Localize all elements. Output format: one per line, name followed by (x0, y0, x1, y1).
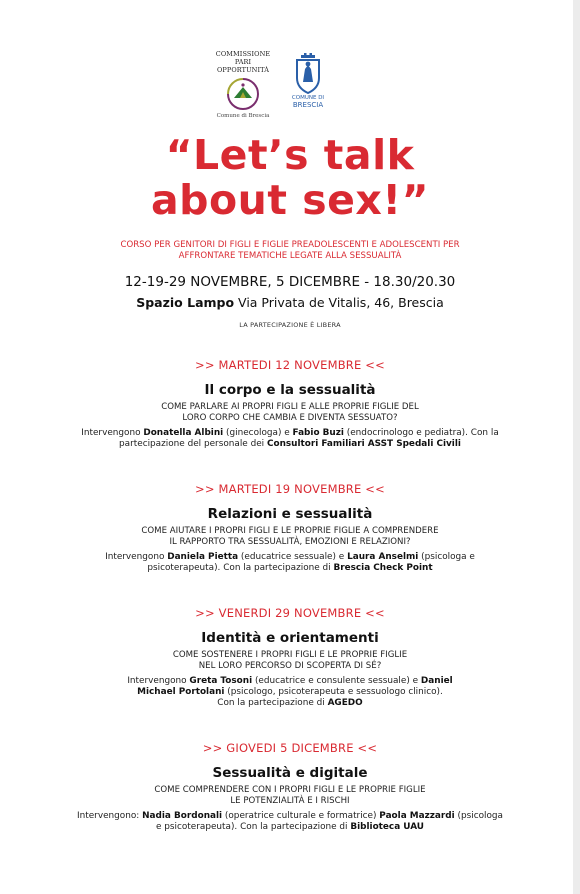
question-line: LE POTENZIALITÀ E I RISCHI (230, 796, 350, 806)
question-line: COME SOSTENERE I PROPRI FIGLI E LE PROPRIE FIGLIE (172, 650, 408, 660)
speaker-name: Michael Portolani (137, 687, 225, 697)
venue-address: Via Privata de Vitalis, 46, Brescia (234, 295, 444, 310)
session-day: >> MARTEDI 12 NOVEMBRE << (195, 358, 385, 372)
event-subtitle-line2: AFFRONTARE TEMATICHE LEGATE ALLA SESSUALITÀ (178, 251, 402, 261)
brescia-logo-line1: COMUNE DI (291, 95, 325, 101)
logos-row (0, 50, 580, 122)
question-line: COME AIUTARE I PROPRI FIGLI E LE PROPRIE FIGLIE A COMPRENDERE (141, 526, 439, 536)
session-question (0, 650, 580, 672)
speaker-name: Nadia Bordonali (142, 811, 223, 821)
cpo-logo-line2: PARI OPPORTUNITÀ (216, 58, 270, 74)
brescia-logo (286, 52, 330, 109)
session-1 (0, 358, 580, 450)
speakers-line (0, 439, 580, 450)
speaker-name: Fabio Buzi (292, 428, 344, 438)
text: (psicologa e (418, 552, 475, 562)
session-speakers (0, 676, 580, 709)
session-title: Identità e orientamenti (201, 630, 379, 646)
partner-name: Biblioteca UAU (350, 822, 425, 832)
event-venue (0, 295, 580, 310)
event-title-line1: “Let’s talk (165, 131, 415, 179)
session-3 (0, 606, 580, 709)
text: Intervengono: (77, 811, 143, 821)
cpo-logo (208, 50, 278, 119)
brescia-logo-line2: BRESCIA (292, 101, 324, 109)
brescia-crest-icon (293, 52, 323, 94)
text: (educatrice e consulente sessuale) e (252, 676, 421, 686)
session-question (0, 402, 580, 424)
text: e psicoterapeuta). Con la partecipazione di (155, 822, 351, 832)
session-question (0, 785, 580, 807)
speakers-line (0, 552, 580, 563)
speakers-line (0, 687, 580, 698)
cpo-logo-line1: COMMISSIONE (215, 50, 271, 58)
question-line: IL RAPPORTO TRA SESSUALITÀ, EMOZIONI E RELAZIONI? (169, 537, 411, 547)
speaker-name: Paola Mazzardi (379, 811, 455, 821)
speakers-line (0, 811, 580, 822)
session-question (0, 526, 580, 548)
partner-name: Brescia Check Point (333, 563, 433, 573)
speaker-name: Donatella Albini (143, 428, 224, 438)
speaker-name: Daniela Pietta (167, 552, 239, 562)
speakers-line (0, 563, 580, 574)
partner-name: Consultori Familiari ASST Spedali Civili (266, 439, 461, 449)
question-line: LORO CORPO CHE CAMBIA E DIVENTA SESSUATO? (182, 413, 398, 423)
session-speakers (0, 811, 580, 833)
session-title: Sessualità e digitale (212, 765, 368, 781)
event-subtitle (60, 240, 520, 262)
cpo-logo-line3: Comune di Brescia (216, 113, 270, 119)
speakers-line (0, 822, 580, 833)
session-4 (0, 741, 580, 833)
session-day: >> VENERDI 29 NOVEMBRE << (195, 606, 385, 620)
speakers-line (0, 676, 580, 687)
session-title: Relazioni e sessualità (207, 506, 373, 522)
question-line: NEL LORO PERCORSO DI SCOPERTA DI SÉ? (198, 661, 382, 671)
speakers-line (0, 428, 580, 439)
text: (psicologa (454, 811, 503, 821)
cpo-emblem-icon (225, 76, 261, 112)
text: (operatrice culturale e formatrice) (222, 811, 380, 821)
text: Con la partecipazione di (217, 698, 328, 708)
speaker-name: Daniel (420, 676, 453, 686)
text: partecipazione del personale dei (119, 439, 267, 449)
speaker-name: Greta Tosoni (189, 676, 253, 686)
text: Intervengono (81, 428, 144, 438)
event-title (0, 133, 580, 223)
text: Intervengono (105, 552, 168, 562)
session-speakers (0, 552, 580, 574)
venue-name: Spazio Lampo (136, 295, 235, 310)
question-line: COME PARLARE AI PROPRI FIGLI E ALLE PROPRIE FIGLIE DEL (161, 402, 419, 412)
text: (psicologo, psicoterapeuta e sessuologo clinico). (224, 687, 443, 697)
session-title: Il corpo e la sessualità (204, 382, 376, 398)
text: (educatrice sessuale) e (238, 552, 348, 562)
session-2 (0, 482, 580, 574)
speaker-name: Laura Anselmi (347, 552, 419, 562)
text: psicoterapeuta). Con la partecipazione di (147, 563, 334, 573)
question-line: COME COMPRENDERE CON I PROPRI FIGLI E LE PROPRIE FIGLIE (154, 785, 426, 795)
partner-name: AGEDO (327, 698, 363, 708)
free-participation-note: LA PARTECIPAZIONE È LIBERA (239, 321, 341, 329)
event-subtitle-line1: CORSO PER GENITORI DI FIGLI E FIGLIE PREADOLESCENTI E ADOLESCENTI PER (120, 240, 460, 250)
speakers-line (0, 698, 580, 709)
event-title-line2: about sex!” (150, 176, 430, 224)
session-speakers (0, 428, 580, 450)
session-day: >> MARTEDI 19 NOVEMBRE << (195, 482, 385, 496)
text: (endocrinologo e pediatra). Con la (343, 428, 499, 438)
session-day: >> GIOVEDI 5 DICEMBRE << (202, 741, 378, 755)
event-dates: 12-19-29 NOVEMBRE, 5 DICEMBRE - 18.30/20.30 (124, 274, 456, 290)
text: Intervengono (127, 676, 190, 686)
text: (ginecologa) e (223, 428, 293, 438)
